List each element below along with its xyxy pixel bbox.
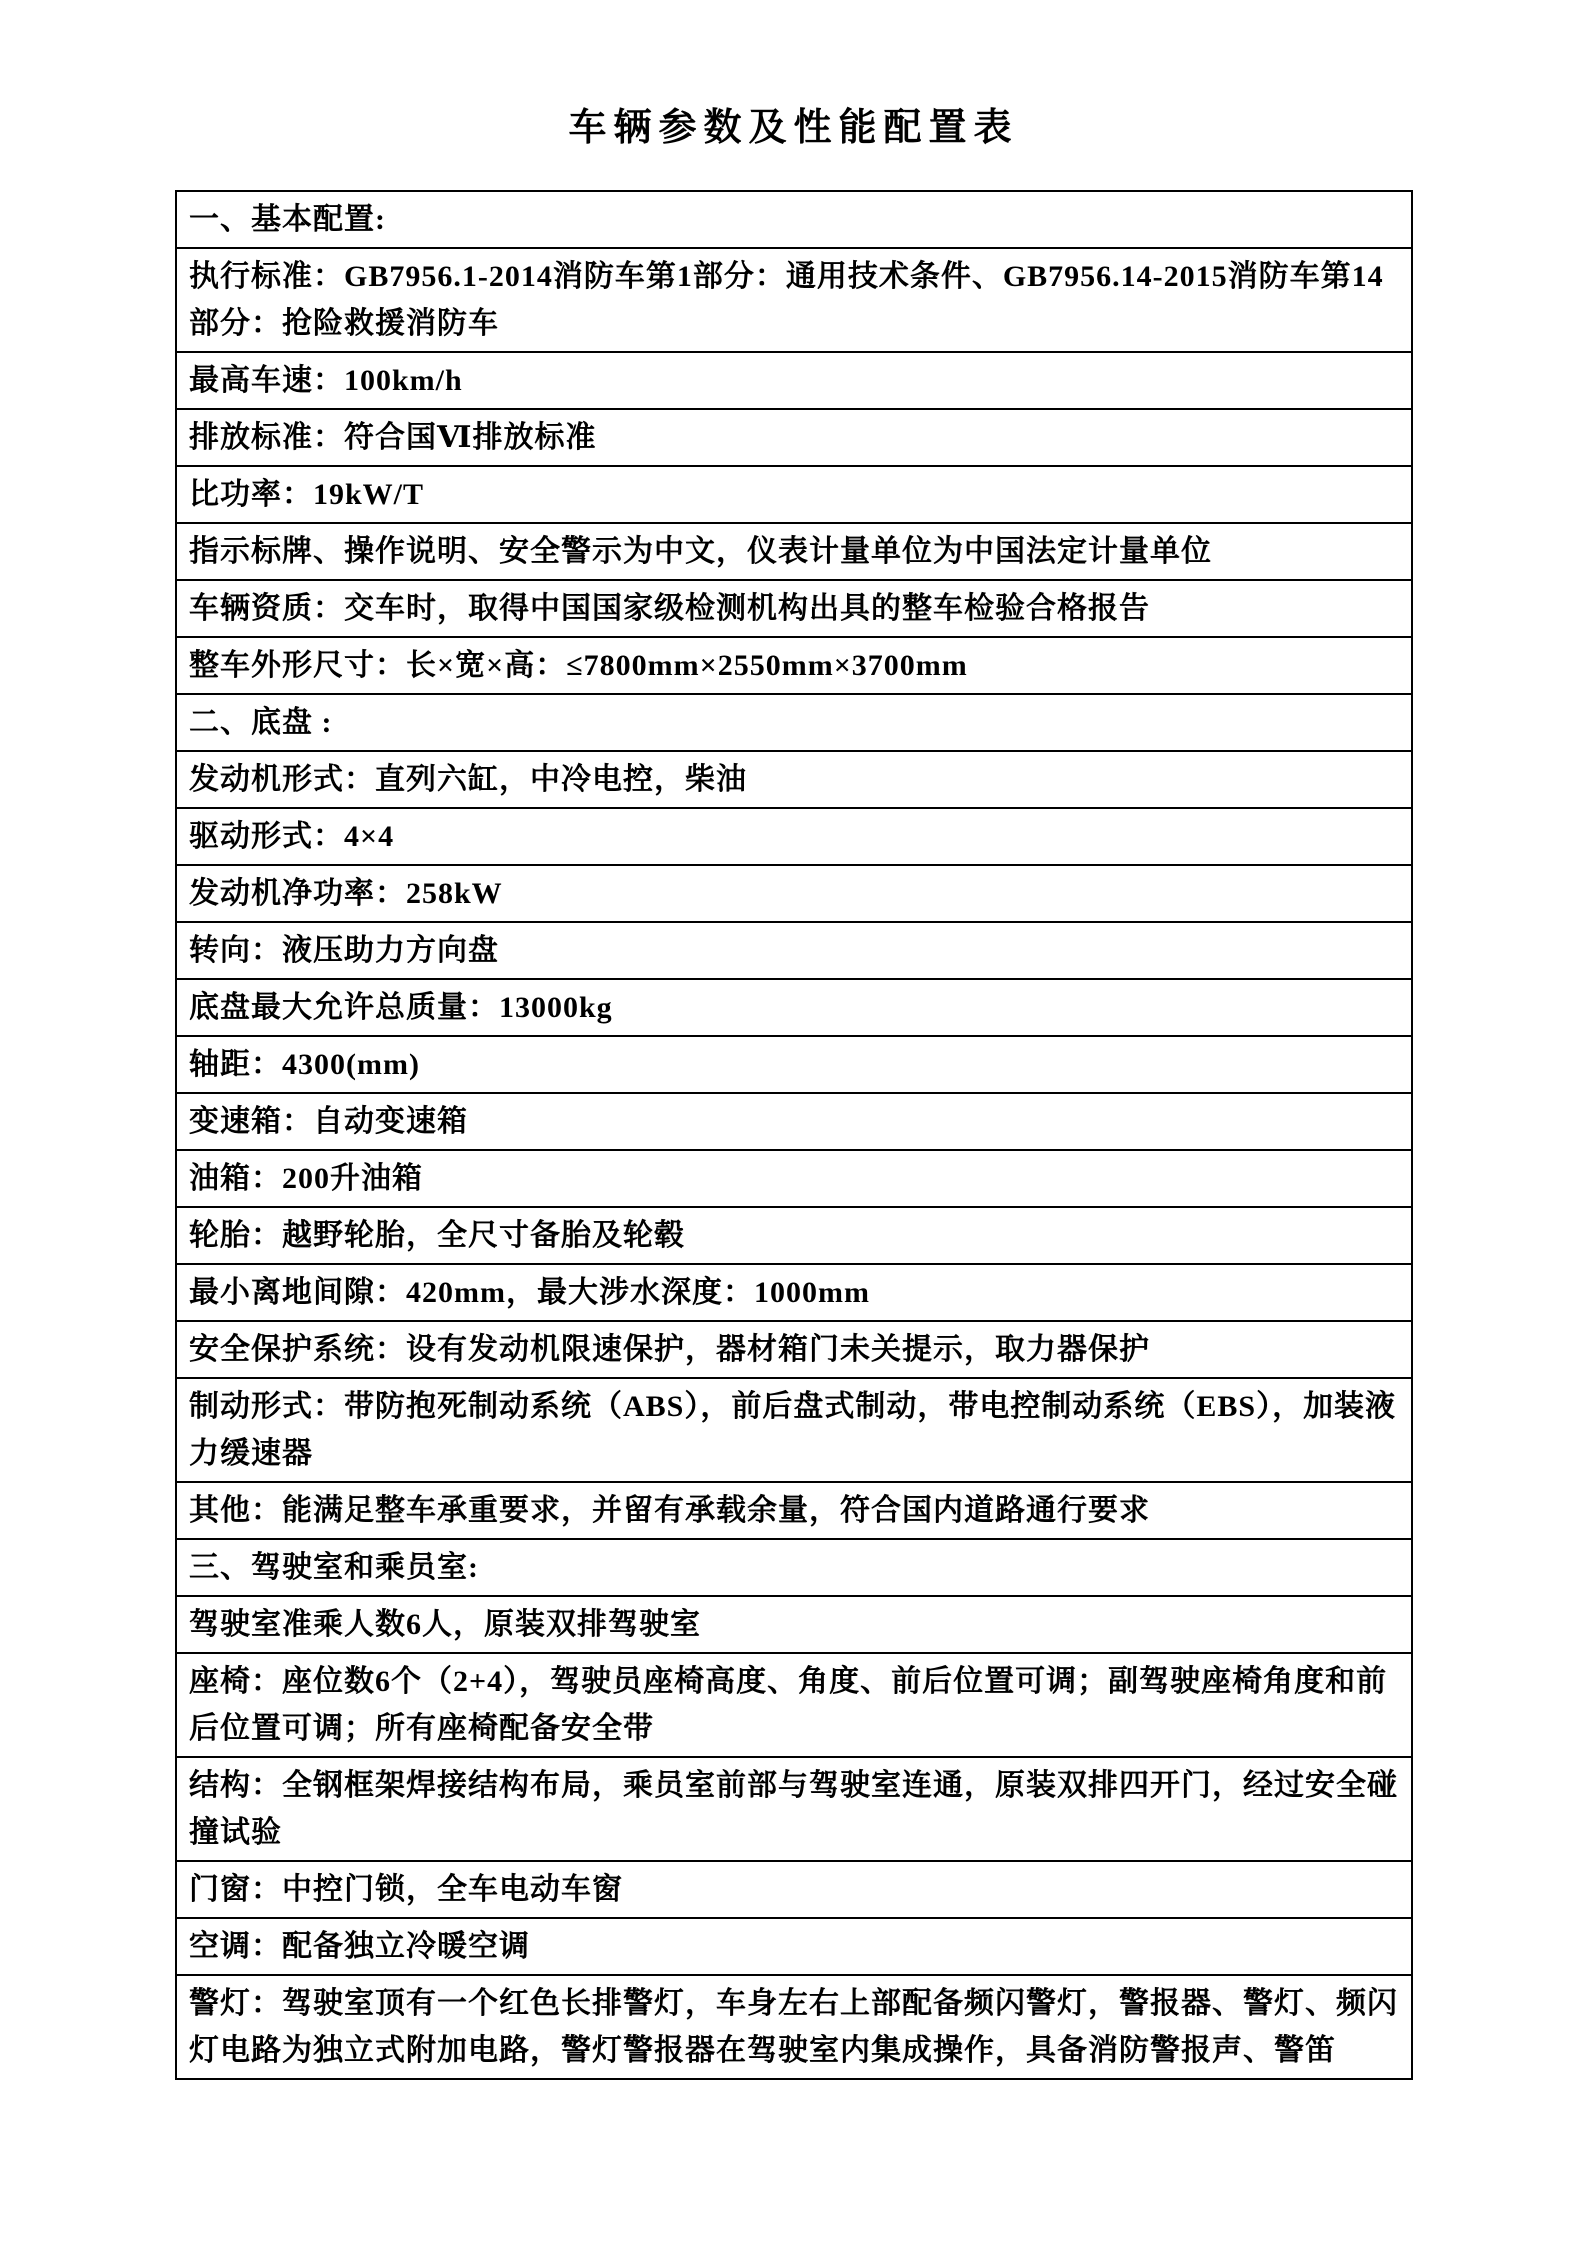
document-title: 车辆参数及性能配置表	[568, 107, 1019, 149]
spec-row: 结构：全钢框架焊接结构布局，乘员室前部与驾驶室连通，原装双排四开门，经过安全碰撞试验	[177, 1756, 1411, 1860]
spec-row: 车辆资质：交车时，取得中国国家级检测机构出具的整车检验合格报告	[177, 579, 1411, 636]
spec-row: 指示标牌、操作说明、安全警示为中文，仪表计量单位为中国法定计量单位	[177, 522, 1411, 579]
spec-row: 轮胎：越野轮胎，全尺寸备胎及轮毂	[177, 1206, 1411, 1263]
spec-row: 门窗：中控门锁，全车电动车窗	[177, 1860, 1411, 1917]
spec-row: 整车外形尺寸：长×宽×高：≤7800mm×2550mm×3700mm	[177, 636, 1411, 693]
spec-row: 转向：液压助力方向盘	[177, 921, 1411, 978]
spec-row: 座椅：座位数6个（2+4），驾驶员座椅高度、角度、前后位置可调；副驾驶座椅角度和前后位置可调；所有座椅配备安全带	[177, 1652, 1411, 1756]
spec-row: 最小离地间隙：420mm，最大涉水深度：1000mm	[177, 1263, 1411, 1320]
spec-row: 发动机净功率：258kW	[177, 864, 1411, 921]
spec-row: 警灯：驾驶室顶有一个红色长排警灯，车身左右上部配备频闪警灯，警报器、警灯、频闪灯电路为独立式附加电路，警灯警报器在驾驶室内集成操作，具备消防警报声、警笛	[177, 1974, 1411, 2078]
spec-row: 发动机形式：直列六缸，中冷电控，柴油	[177, 750, 1411, 807]
spec-row: 油箱：200升油箱	[177, 1149, 1411, 1206]
spec-row: 执行标准：GB7956.1-2014消防车第1部分：通用技术条件、GB7956.14-2015消防车第14部分：抢险救援消防车	[177, 247, 1411, 351]
spec-row: 轴距：4300(mm)	[177, 1035, 1411, 1092]
section-header-row: 二、底盘 :	[177, 693, 1411, 750]
section-header-row: 一、基本配置:	[189, 203, 386, 236]
spec-row: 驱动形式：4×4	[177, 807, 1411, 864]
spec-row: 制动形式：带防抱死制动系统（ABS），前后盘式制动，带电控制动系统（EBS），加装液力缓速器	[177, 1377, 1411, 1481]
spec-table	[175, 190, 1413, 2080]
spec-row: 其他：能满足整车承重要求，并留有承载余量，符合国内道路通行要求	[177, 1481, 1411, 1538]
spec-row: 空调：配备独立冷暖空调	[177, 1917, 1411, 1974]
spec-row: 安全保护系统：设有发动机限速保护，器材箱门未关提示，取力器保护	[177, 1320, 1411, 1377]
section-header-row: 三、驾驶室和乘员室:	[177, 1538, 1411, 1595]
spec-row: 比功率：19kW/T	[177, 465, 1411, 522]
spec-row: 驾驶室准乘人数6人，原装双排驾驶室	[177, 1595, 1411, 1652]
spec-row: 最高车速：100km/h	[177, 351, 1411, 408]
spec-row: 排放标准：符合国Ⅵ排放标准	[177, 408, 1411, 465]
spec-row: 变速箱：自动变速箱	[177, 1092, 1411, 1149]
spec-row: 底盘最大允许总质量：13000kg	[177, 978, 1411, 1035]
